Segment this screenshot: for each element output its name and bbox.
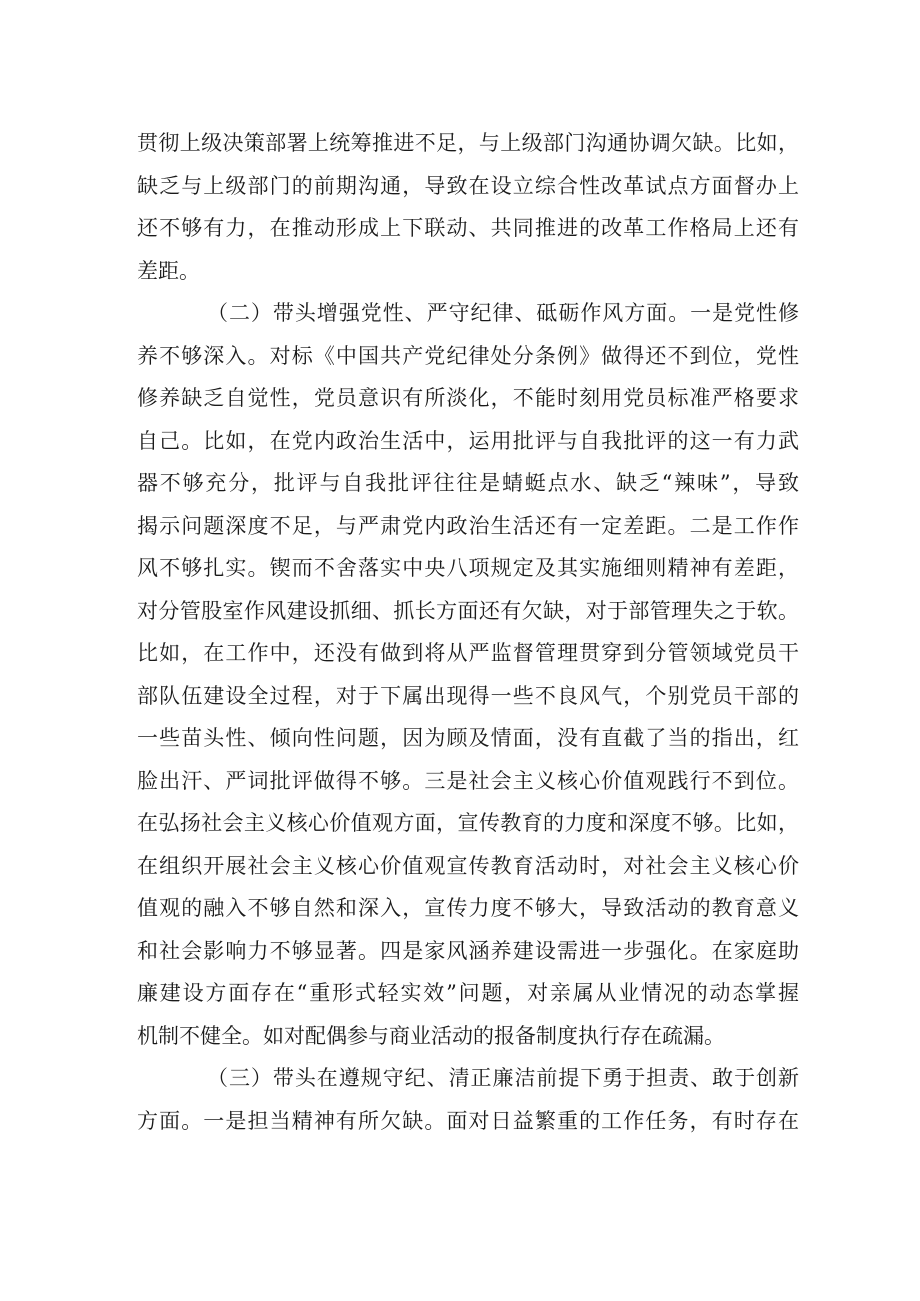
text-line: 风不够扎实。锲而不舍落实中央八项规定及其实施细则精神有差距， xyxy=(137,556,799,580)
text-line: 在组织开展社会主义核心价值观宣传教育活动时，对社会主义核心价 xyxy=(137,853,799,878)
text-line: 值观的融入不够自然和深入，宣传力度不够大，导致活动的教育意义 xyxy=(137,896,799,920)
text-line: （三）带头在遵规守纪、清正廉洁前提下勇于担责、敢于创新 xyxy=(207,1066,799,1090)
text-line: 养不够深入。对标《中国共产党纪律处分条例》做得还不到位，党性 xyxy=(137,343,799,368)
text-line: 一些苗头性、倾向性问题，因为顾及情面，没有直截了当的指出，红 xyxy=(137,726,799,750)
text-line: 比如，在工作中，还没有做到将从严监督管理贯穿到分管领域党员干 xyxy=(137,641,799,665)
text-line: 在弘扬社会主义核心价值观方面，宣传教育的力度和深度不够。比如， xyxy=(137,811,799,835)
text-line: 和社会影响力不够显著。四是家风涵养建设需进一步强化。在家庭助 xyxy=(137,938,799,963)
text-line: 贯彻上级决策部署上统筹推进不足，与上级部门沟通协调欠缺。比如， xyxy=(137,131,799,155)
text-line: 修养缺乏自觉性，党员意识有所淡化，不能时刻用党员标准严格要求 xyxy=(137,386,799,410)
text-line: 部队伍建设全过程，对于下属出现得一些不良风气，个别党员干部的 xyxy=(137,683,799,708)
text-line: 对分管股室作风建设抓细、抓长方面还有欠缺，对于部管理失之于软。 xyxy=(137,598,799,623)
text-line: 廉建设方面存在“重形式轻实效”问题，对亲属从业情况的动态掌握 xyxy=(137,981,799,1005)
text-line: 揭示问题深度不足，与严肃党内政治生活还有一定差距。二是工作作 xyxy=(137,513,799,538)
text-line: 方面。一是担当精神有所欠缺。面对日益繁重的工作任务，有时存在 xyxy=(137,1108,799,1133)
document-body xyxy=(137,122,799,1142)
paragraph-2 xyxy=(137,292,799,1057)
text-line: 缺乏与上级部门的前期沟通，导致在设立综合性改革试点方面督办上 xyxy=(137,173,799,198)
paragraph-1 xyxy=(137,122,799,292)
paragraph-3 xyxy=(137,1057,799,1142)
text-line: 机制不健全。如对配偶参与商业活动的报备制度执行存在疏漏。 xyxy=(137,1023,725,1048)
text-line: （二）带头增强党性、严守纪律、砥砺作风方面。一是党性修 xyxy=(207,301,799,325)
text-line: 脸出汗、严词批评做得不够。三是社会主义核心价值观践行不到位。 xyxy=(137,768,799,793)
text-line: 器不够充分，批评与自我批评往往是蜻蜓点水、缺乏“辣味”，导致 xyxy=(137,471,799,495)
text-line: 差距。 xyxy=(137,258,200,283)
text-line: 还不够有力，在推动形成上下联动、共同推进的改革工作格局上还有 xyxy=(137,216,799,240)
text-line: 自己。比如，在党内政治生活中，运用批评与自我批评的这一有力武 xyxy=(137,428,799,453)
